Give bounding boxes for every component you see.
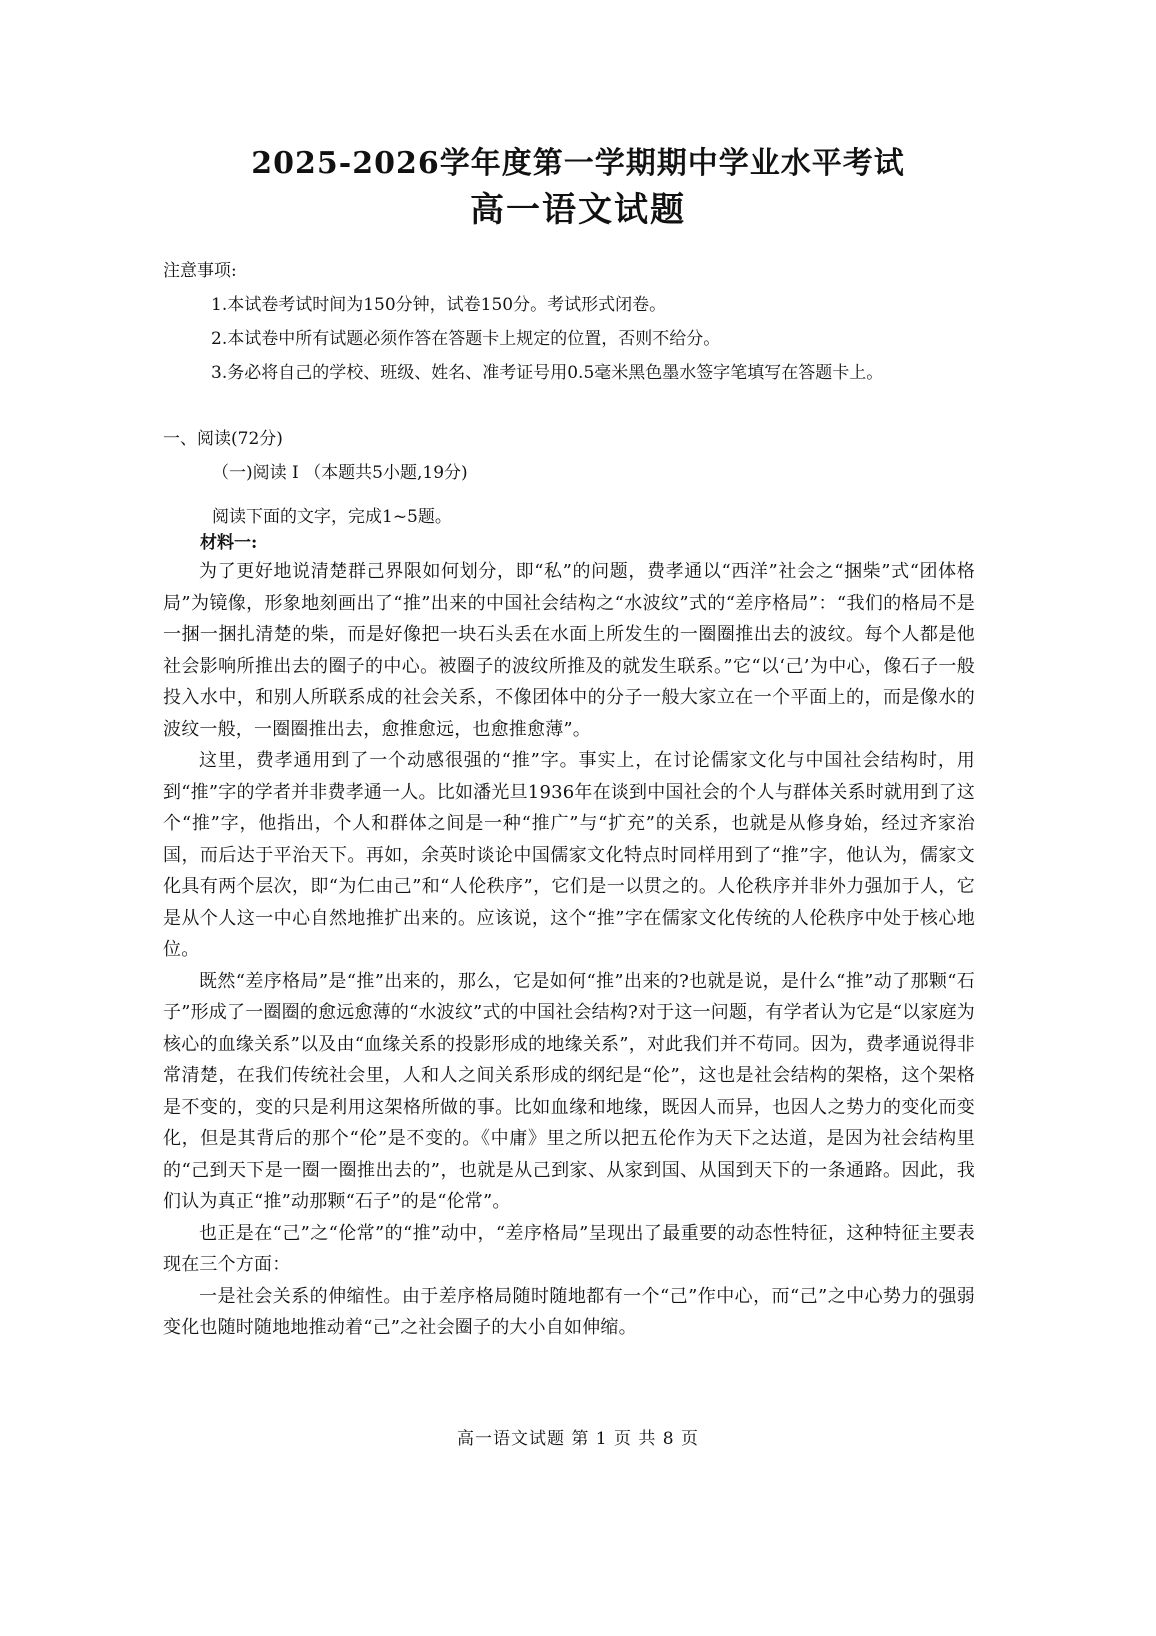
exam-subtitle: 高一语文试题 [470,190,686,230]
passage-paragraph: 一是社会关系的伸缩性。由于差序格局随时随地都有一个“己”作中心，而“己”之中心势力的强弱变化也随时随地地推动着“己”之社会圈子的大小自如伸缩。 [163,1285,975,1338]
passage-paragraph: 为了更好地说清楚群己界限如何划分，即“私”的问题，费孝通以“西洋”社会之“捆柴”式“团体格局”为镜像，形象地刻画出了“推”出来的中国社会结构之“水波纹”式的“差序格局”：“我们的格局不是一捆一捆扎清楚的柴，而是好像把一块石头丢在水面上所发生的一圈圈推出去的波纹。每个人都是他社会影响所推出去的圈子的中心。被圈子的波纹所推及的就发生联系。”它“以‘己’为中心，像石子一般投入水中，和别人所联系成的社会关系，不像团体中的分子一般大家立在一个平面上的，而是像水的波纹一般，一圈圈推出去，愈推愈远，也愈推愈薄”。 [163,561,975,740]
notice-block [163,254,1023,390]
passage-paragraph: 既然“差序格局”是“推”出来的，那么，它是如何“推”出来的?也就是说，是什么“推”动了那颗“石子”形成了一圈圈的愈远愈薄的“水波纹”式的中国社会结构?对于这一问题，有学者认为它是“以家庭为核心的血缘关系”以及由“血缘关系的投影形成的地缘关系”，对此我们并不苟同。因为，费孝通说得非常清楚，在我们传统社会里，人和人之间关系形成的纲纪是“伦”，这也是社会结构的架格，这个架格是不变的，变的只是利用这架格所做的事。比如血缘和地缘，既因人而异，也因人之势力的变化而变化，但是其背后的那个“伦”是不变的。《中庸》里之所以把五伦作为天下之达道，是因为社会结构里的“己到天下是一圈一圈推出去的”，也就是从己到家、从家到国、从国到天下的一条通路。因此，我们认为真正“推”动那颗“石子”的是“伦常”。 [163,970,975,1212]
exam-title: 2025-2026学年度第一学期期中学业水平考试 [251,146,905,181]
section-heading: 一、阅读(72分) [163,429,283,449]
reading-instruction: 阅读下面的文字，完成1~5题。 [212,507,452,527]
notice-item-2: 2.本试卷中所有试题必须作答在答题卡上规定的位置，否则不给分。 [211,329,721,349]
material-label: 材料一: [200,533,258,553]
notice-heading: 注意事项: [163,261,237,281]
passage-paragraph: 也正是在“己”之“伦常”的“推”动中，“差序格局”呈现出了最重要的动态性特征，这种特征主要表现在三个方面： [163,1222,975,1275]
subsection-heading: （一)阅读 I （本题共5小题,19分) [212,463,468,483]
passage-paragraph: 这里，费孝通用到了一个动感很强的“推”字。事实上，在讨论儒家文化与中国社会结构时，用到“推”字的学者并非费孝通一人。比如潘光旦1936年在谈到中国社会的个人与群体关系时就用到了这个“推”字，他指出，个人和群体之间是一种“推广”与“扩充”的关系，也就是从修身始，经过齐家治国，而后达于平治天下。再如，余英时谈论中国儒家文化特点时同样用到了“推”字，他认为，儒家文化具有两个层次，即“为仁由己”和“人伦秩序”，它们是一以贯之的。人伦秩序并非外力强加于人，它是从个人这一中心自然地推扩出来的。应该说，这个“推”字在儒家文化传统的人伦秩序中处于核心地位。 [163,750,975,960]
page-footer: 高一语文试题 第 1 页 共 8 页 [456,1429,700,1449]
passage-body [163,556,975,1344]
notice-item-1: 1.本试卷考试时间为150分钟，试卷150分。考试形式闭卷。 [211,295,667,315]
notice-item-3: 3.务必将自己的学校、班级、姓名、准考证号用0.5毫米黑色墨水签字笔填写在答题卡上。 [211,363,884,383]
